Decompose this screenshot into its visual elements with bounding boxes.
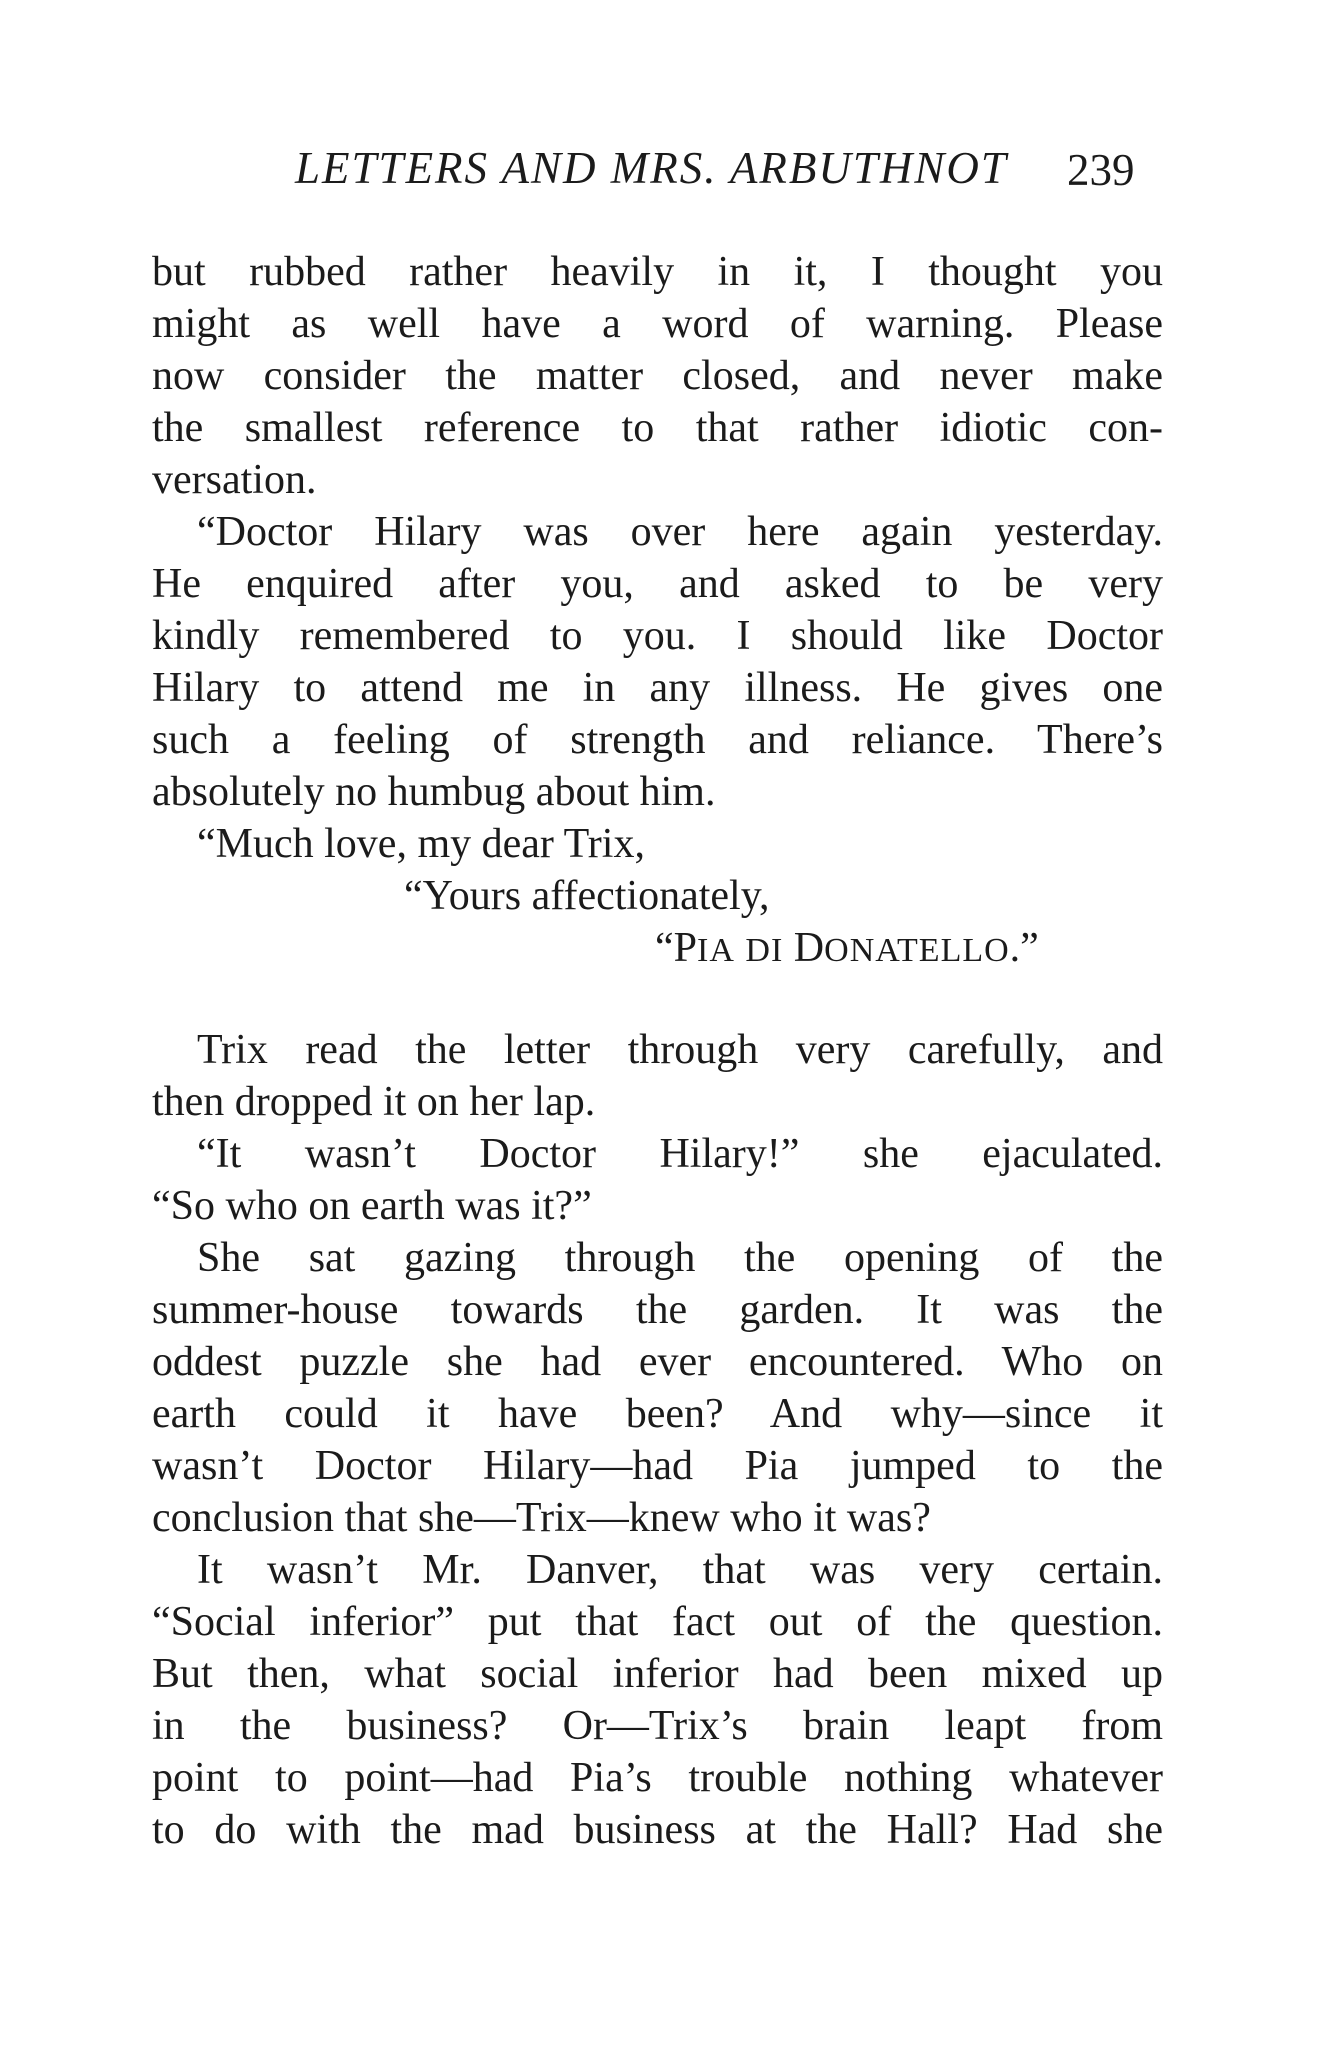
text-line: summer-house towards the garden. It was the — [152, 1287, 1163, 1333]
signature-quote-open: “ — [655, 925, 674, 971]
letter-salutation: “Much love, my dear Trix, — [197, 821, 645, 867]
running-head-title: LETTERS AND MRS. ARBUTHNOT — [295, 143, 1008, 193]
text-line: in the business? Or—Trix’s brain leapt from — [152, 1703, 1163, 1749]
letter-signature — [152, 921, 1341, 975]
text-line: earth could it have been? And why—since it — [152, 1391, 1163, 1437]
text-line: conclusion that she—Trix—knew who it was? — [152, 1495, 931, 1541]
text-line: but rubbed rather heavily in it, I thought you — [152, 249, 1163, 295]
text-line: point to point—had Pia’s trouble nothing whatever — [152, 1755, 1163, 1801]
text-line: absolutely no humbug about him. — [152, 769, 716, 815]
signature-initial-p: P — [673, 925, 698, 971]
text-line: But then, what social inferior had been mixed up — [152, 1651, 1163, 1697]
text-line: He enquired after you, and asked to be very — [152, 561, 1163, 607]
text-line: such a feeling of strength and reliance. There’s — [152, 717, 1163, 763]
text-line: the smallest reference to that rather idiotic con- — [152, 405, 1163, 451]
signature-quote-close: .” — [1009, 925, 1039, 971]
text-line: Trix read the letter through very carefully, and — [197, 1027, 1163, 1073]
signature-initial-d: D — [793, 925, 825, 971]
text-line: kindly remembered to you. I should like Doctor — [152, 613, 1163, 659]
text-line: It wasn’t Mr. Danver, that was very certain. — [197, 1547, 1163, 1593]
text-line: She sat gazing through the opening of the — [197, 1235, 1163, 1281]
text-line: “So who on earth was it?” — [152, 1183, 592, 1229]
letter-valediction: “Yours affectionately, — [404, 873, 770, 919]
text-line: “It wasn’t Doctor Hilary!” she ejaculated. — [197, 1131, 1163, 1177]
signature-smallcaps-onatello: ONATELLO — [824, 932, 1010, 969]
text-line: might as well have a word of warning. Please — [152, 301, 1163, 347]
page-number: 239 — [1067, 145, 1135, 195]
text-line: Hilary to attend me in any illness. He gives one — [152, 665, 1163, 711]
text-line: now consider the matter closed, and never make — [152, 353, 1163, 399]
text-line: wasn’t Doctor Hilary—had Pia jumped to the — [152, 1443, 1163, 1489]
text-line: oddest puzzle she had ever encountered. Who on — [152, 1339, 1163, 1385]
text-line: to do with the mad business at the Hall? Had she — [152, 1807, 1163, 1853]
text-line: “Social inferior” put that fact out of the question. — [152, 1599, 1163, 1645]
running-head — [295, 140, 1185, 196]
text-line: then dropped it on her lap. — [152, 1079, 596, 1125]
signature-smallcaps-ia: IA — [697, 932, 735, 969]
signature-smallcaps-di: DI — [745, 932, 784, 969]
text-line: “Doctor Hilary was over here again yesterday. — [197, 509, 1163, 555]
text-line: versation. — [152, 457, 317, 503]
